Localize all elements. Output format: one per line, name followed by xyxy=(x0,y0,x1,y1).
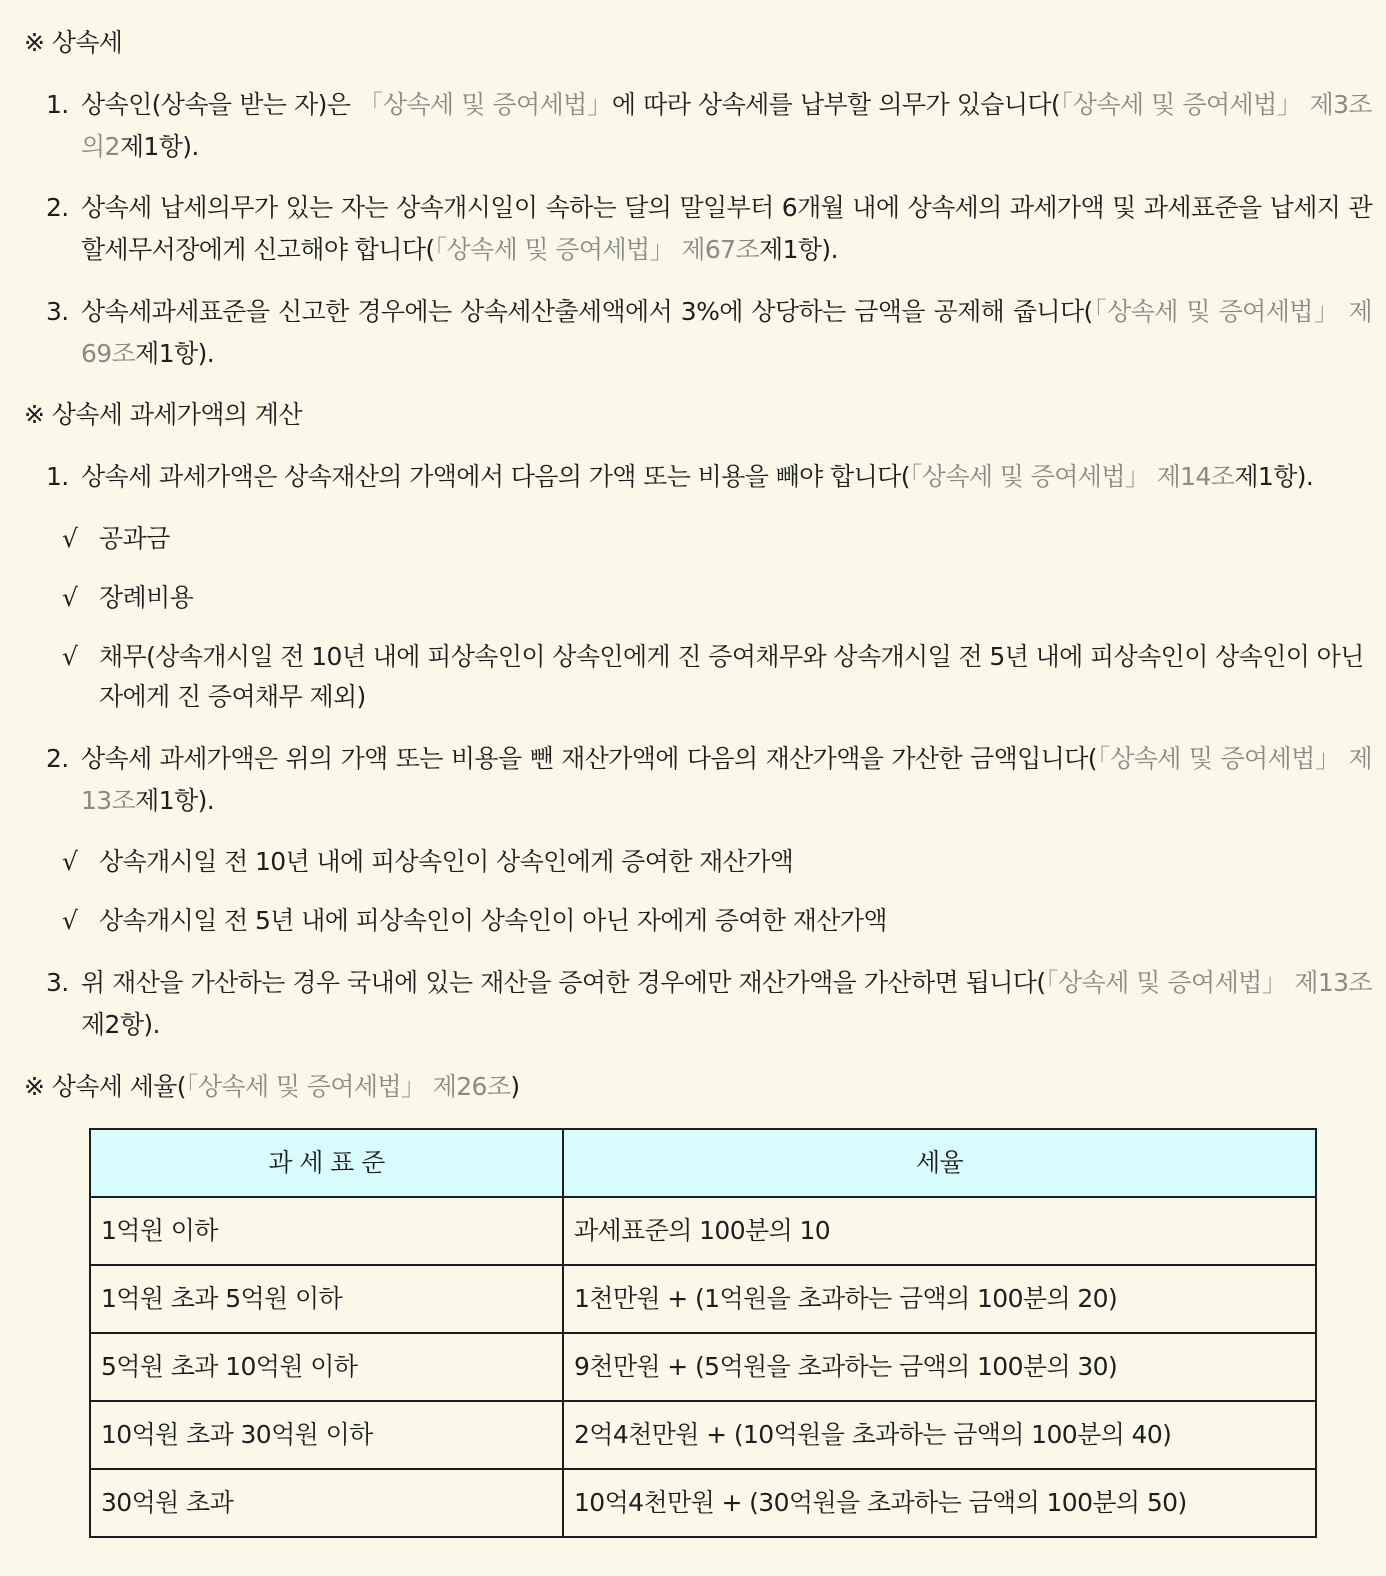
tax-rate-cell: 과세표준의 100분의 10 xyxy=(563,1197,1316,1265)
list-item xyxy=(46,456,1372,498)
addition-item xyxy=(62,841,1372,883)
table-row xyxy=(90,1333,1316,1401)
column-header-tax-rate: 세율 xyxy=(563,1129,1316,1197)
item-text: 상속세과세표준을 신고한 경우에는 상속세산출세액에서 3%에 상당하는 금액을 공제해 줍니다( xyxy=(81,297,1093,326)
item-text: 제1항). xyxy=(759,235,838,264)
addition-text: 상속개시일 전 10년 내에 피상속인이 상속인에게 증여한 재산가액 xyxy=(99,847,794,876)
section-heading-inheritance-tax: ※ 상속세 xyxy=(24,28,123,57)
item-number: 1. xyxy=(46,90,69,119)
check-mark-icon: √ xyxy=(62,642,78,671)
law-reference-link[interactable]: 「상속세 및 증여세법」 제13조 xyxy=(81,744,1373,815)
item-text: 제1항). xyxy=(119,132,199,161)
tax-rate-table xyxy=(89,1128,1317,1538)
deduction-item xyxy=(62,577,1372,619)
check-mark-icon: √ xyxy=(62,906,78,935)
section-heading-taxable-value: ※ 상속세 과세가액의 계산 xyxy=(24,400,302,429)
table-row xyxy=(90,1401,1316,1469)
section-heading-tax-rate xyxy=(24,1066,520,1108)
tax-rate-cell: 1천만원 + (1억원을 초과하는 금액의 100분의 20) xyxy=(563,1265,1316,1333)
table-row xyxy=(90,1265,1316,1333)
list-item xyxy=(46,738,1372,822)
tax-rate-cell: 10억4천만원 + (30억원을 초과하는 금액의 100분의 50) xyxy=(563,1469,1316,1537)
law-reference-link[interactable]: 「상속세 및 증여세법」 제67조 xyxy=(434,235,760,264)
law-reference-link[interactable]: 「상속세 및 증여세법」 제14조 xyxy=(909,462,1235,491)
tax-base-cell: 1억원 이하 xyxy=(90,1197,563,1265)
list-item xyxy=(46,84,1372,168)
check-mark-icon: √ xyxy=(62,847,78,876)
table-header-row xyxy=(90,1129,1316,1197)
deduction-item xyxy=(62,637,1372,717)
item-text: 에 따라 상속세를 납부할 의무가 있습니다( xyxy=(611,90,1061,119)
heading-text: ※ 상속세 세율( xyxy=(24,1072,186,1101)
check-mark-icon: √ xyxy=(62,524,78,553)
item-text: 제1항). xyxy=(135,786,215,815)
item-number: 3. xyxy=(46,968,69,997)
item-number: 1. xyxy=(46,462,69,491)
item-number: 3. xyxy=(46,297,69,326)
tax-base-cell: 5억원 초과 10억원 이하 xyxy=(90,1333,563,1401)
deduction-item xyxy=(62,518,1372,560)
item-text: 상속세 납세의무가 있는 자는 상속개시일이 속하는 달의 말일부터 6개월 내에 상속세의 과세가액 및 과세표준을 납세지 관할세무서장에게 신고해야 합니다( xyxy=(81,193,1372,264)
table-row xyxy=(90,1197,1316,1265)
list-item xyxy=(46,187,1372,271)
item-text: 제1항). xyxy=(1234,462,1314,491)
check-mark-icon: √ xyxy=(62,583,78,612)
addition-item xyxy=(62,900,1372,942)
item-text: 제2항). xyxy=(81,1010,160,1039)
item-number: 2. xyxy=(46,193,69,222)
law-reference-link[interactable]: 「상속세 및 증여세법」 제26조 xyxy=(185,1072,511,1101)
tax-rate-cell: 2억4천만원 + (10억원을 초과하는 금액의 100분의 40) xyxy=(563,1401,1316,1469)
list-item xyxy=(46,291,1372,375)
law-reference-link[interactable]: 「상속세 및 증여세법」 제69조 xyxy=(81,297,1373,368)
list-item xyxy=(46,962,1372,1046)
tax-base-cell: 1억원 초과 5억원 이하 xyxy=(90,1265,563,1333)
column-header-tax-base: 과 세 표 준 xyxy=(90,1129,563,1197)
item-text: 상속세 과세가액은 상속재산의 가액에서 다음의 가액 또는 비용을 빼야 합니다( xyxy=(81,462,910,491)
item-text: 제1항). xyxy=(135,339,215,368)
table-row xyxy=(90,1469,1316,1537)
deduction-text: 장례비용 xyxy=(99,583,194,612)
deduction-text: 채무(상속개시일 전 10년 내에 피상속인이 상속인에게 진 증여채무와 상속개시일 전 5년 내에 피상속인이 상속인이 아닌 자에게 진 증여채무 제외) xyxy=(99,642,1364,711)
item-text: 위 재산을 가산하는 경우 국내에 있는 재산을 증여한 경우에만 재산가액을 가산하면 됩니다( xyxy=(81,968,1046,997)
item-text: 상속세 과세가액은 위의 가액 또는 비용을 뺀 재산가액에 다음의 재산가액을 가산한 금액입니다( xyxy=(81,744,1097,773)
deduction-text: 공과금 xyxy=(99,524,170,553)
heading-text: ) xyxy=(510,1072,520,1101)
addition-text: 상속개시일 전 5년 내에 피상속인이 상속인이 아닌 자에게 증여한 재산가액 xyxy=(99,906,887,935)
item-text: 상속인(상속을 받는 자)은 xyxy=(81,90,359,119)
law-reference-link[interactable]: 「상속세 및 증여세법」 xyxy=(358,90,612,119)
tax-base-cell: 30억원 초과 xyxy=(90,1469,563,1537)
law-reference-link[interactable]: 「상속세 및 증여세법」 제3조의2 xyxy=(81,90,1372,161)
item-number: 2. xyxy=(46,744,69,773)
law-reference-link[interactable]: 「상속세 및 증여세법」 제13조 xyxy=(1045,968,1372,997)
tax-rate-cell: 9천만원 + (5억원을 초과하는 금액의 100분의 30) xyxy=(563,1333,1316,1401)
tax-base-cell: 10억원 초과 30억원 이하 xyxy=(90,1401,563,1469)
